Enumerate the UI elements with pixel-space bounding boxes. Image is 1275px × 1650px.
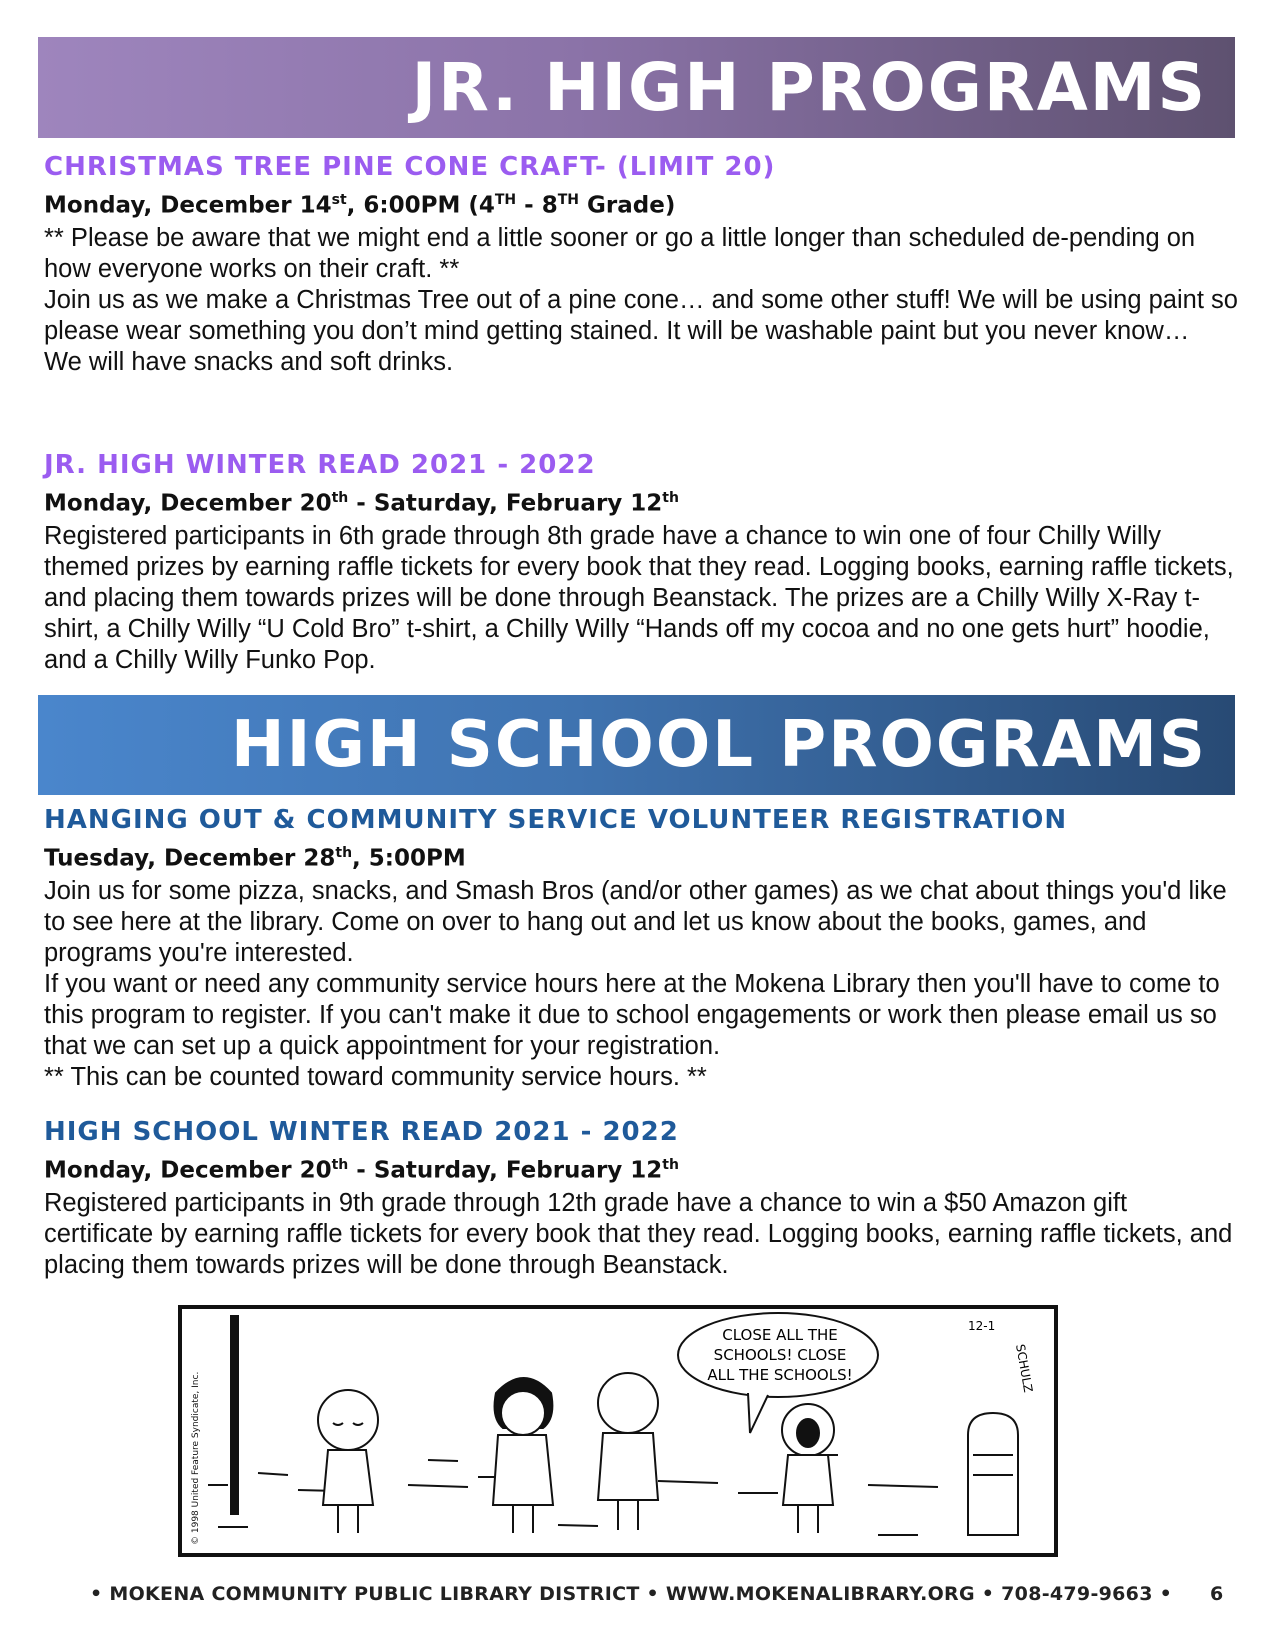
comic-signature: SCHULZ [1013, 1343, 1036, 1394]
jr-section-winter-read [44, 450, 1239, 676]
jr-section-pine-cone [44, 152, 1239, 378]
mailbox [968, 1413, 1018, 1535]
paragraph: ** Please be aware that we might end a little sooner or go a little longer than scheduled de-pending on how everyone works on their craft. ** [44, 223, 1196, 283]
section-body [44, 876, 1239, 1093]
paragraph: Join us as we make a Christmas Tree out of a pine cone… and some other stuff! We will be using paint so please wear something you don’t mind getting stained. It will be washable paint but you never know… [44, 285, 1238, 345]
event-date: Monday, December 20th - Saturday, February 12th [44, 490, 679, 517]
section-title: HANGING OUT & COMMUNITY SERVICE VOLUNTEER REGISTRATION [44, 805, 1068, 835]
paragraph: ** This can be counted toward community service hours. ** [44, 1062, 707, 1091]
high-school-banner: HIGH SCHOOL PROGRAMS [38, 695, 1235, 795]
paragraph: Join us for some pizza, snacks, and Smash Bros (and/or other games) as we chat about things you'd like to see here at the library. Come on over to hang out and let us know about the books, games, and programs you're interested. [44, 876, 1227, 967]
comic-date-mark: 12-1 [968, 1319, 996, 1333]
event-date: Monday, December 14st, 6:00PM (4TH - 8TH Grade) [44, 192, 676, 219]
section-body [44, 521, 1239, 676]
speech-line: CLOSE ALL THE [722, 1326, 838, 1344]
hs-section-hanging-out [44, 805, 1239, 1093]
paragraph: Registered participants in 9th grade through 12th grade have a chance to win a $50 Amazon gift certificate by earning raffle tickets for every book that they read. Logging books, earning raffle tickets, and placing them towards prizes will be done through Beanstack. [44, 1188, 1233, 1279]
event-date: Monday, December 20th - Saturday, February 12th [44, 1157, 679, 1184]
paragraph: Registered participants in 6th grade through 8th grade have a chance to win one of four Chilly Willy themed prizes by earning raffle tickets for every book that they read. Logging books, earning raffle tickets, and placing them towards prizes will be done through Beanstack. The prizes are a Chilly Willy X-Ray t-shirt, a Chilly Willy “U Cold Bro” t-shirt, a Chilly Willy “Hands off my cocoa and no one gets hurt” hoodie, and a Chilly Willy Funko Pop. [44, 521, 1234, 674]
section-title: JR. HIGH WINTER READ 2021 - 2022 [44, 450, 596, 480]
paragraph: We will have snacks and soft drinks. [44, 347, 454, 376]
event-date: Tuesday, December 28th, 5:00PM [44, 845, 466, 872]
hs-section-winter-read [44, 1117, 1239, 1281]
section-body [44, 1188, 1239, 1281]
paragraph: If you want or need any community service hours here at the Mokena Library then you'll have to come to this program to register. If you can't make it due to school engagements or work then please email us so that we can set up a quick appointment for your registration. [44, 969, 1220, 1060]
speech-line: ALL THE SCHOOLS! [707, 1366, 853, 1384]
speech-line: SCHOOLS! CLOSE [713, 1346, 847, 1364]
section-title: CHRISTMAS TREE PINE CONE CRAFT- (LIMIT 20) [44, 152, 776, 182]
peanuts-comic-strip [178, 1305, 1058, 1557]
section-body [44, 223, 1239, 378]
section-title: HIGH SCHOOL WINTER READ 2021 - 2022 [44, 1117, 679, 1147]
page-number: 6 [1210, 1583, 1224, 1605]
jr-high-banner: JR. HIGH PROGRAMS [38, 37, 1235, 138]
comic-copyright: © 1998 United Feature Syndicate, Inc. [191, 1371, 201, 1545]
pole [230, 1315, 239, 1515]
page-footer [0, 1575, 1275, 1615]
footer-text: • MOKENA COMMUNITY PUBLIC LIBRARY DISTRICT • WWW.MOKENALIBRARY.ORG • 708-479-9663 • [90, 1583, 1173, 1605]
